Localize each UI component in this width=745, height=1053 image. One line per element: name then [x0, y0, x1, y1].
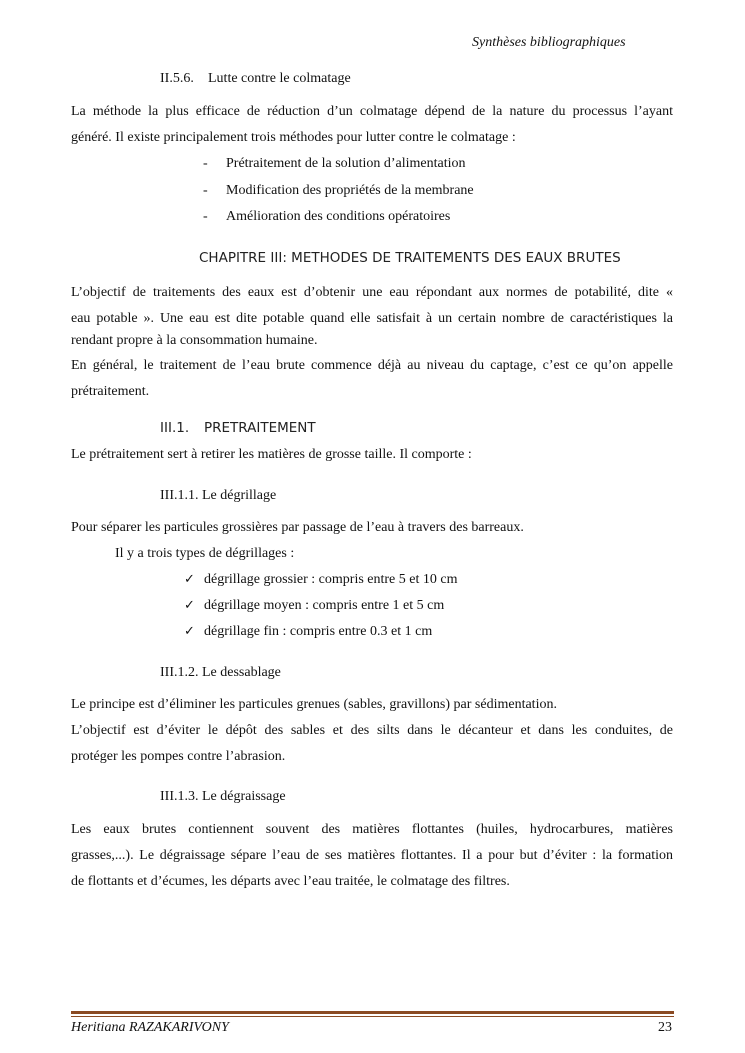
- paragraph-line: protéger les pompes contre l’abrasion.: [71, 749, 286, 764]
- list-item: Modification des propriétés de la membrane: [226, 183, 474, 198]
- paragraph-line: Les eaux brutes contiennent souvent des matières flottantes (huiles, hydrocarbures, matières: [71, 822, 673, 837]
- section-number: II.5.6.: [160, 71, 194, 86]
- paragraph-line: de flottants et d’écumes, les départs avec l’eau traitée, le colmatage des filtres.: [71, 874, 510, 889]
- chapter-title: CHAPITRE III: METHODES DE TRAITEMENTS DES EAUX BRUTES: [199, 250, 621, 266]
- section-title: Lutte contre le colmatage: [208, 71, 351, 86]
- footer-author: Heritiana RAZAKARIVONY: [71, 1020, 229, 1035]
- section-number: III.1.: [160, 420, 190, 436]
- list-dash: -: [203, 183, 208, 198]
- list-dash: -: [203, 156, 208, 171]
- footer-rule-thin: [71, 1016, 674, 1017]
- page-number: 23: [658, 1020, 672, 1035]
- section-title: PRETRAITEMENT: [204, 420, 316, 436]
- paragraph-line: Pour séparer les particules grossières par passage de l’eau à travers des barreaux.: [71, 520, 524, 535]
- subsection-title: III.1.2. Le dessablage: [160, 665, 281, 680]
- paragraph-line: L’objectif est d’éviter le dépôt des sables et des silts dans le décanteur et dans les conduites, de: [71, 723, 673, 738]
- list-item: Prétraitement de la solution d’alimentation: [226, 156, 466, 171]
- paragraph-line: grasses,...). Le dégraissage sépare l’eau de ses matières flottantes. Il a pour but d’éviter : la formation: [71, 848, 673, 863]
- subsection-title: III.1.1. Le dégrillage: [160, 488, 277, 503]
- list-item: dégrillage grossier : compris entre 5 et 10 cm: [204, 572, 458, 587]
- list-item: dégrillage fin : compris entre 0.3 et 1 cm: [204, 624, 433, 639]
- paragraph-line: généré. Il existe principalement trois méthodes pour lutter contre le colmatage :: [71, 130, 516, 145]
- check-icon: ✓: [184, 624, 195, 639]
- paragraph-line: eau potable ». Une eau est dite potable quand elle satisfait à un certain nombre de caractéristiques la: [71, 311, 673, 326]
- subsection-title: III.1.3. Le dégraissage: [160, 789, 286, 804]
- paragraph-line: Le principe est d’éliminer les particules grenues (sables, gravillons) par sédimentation.: [71, 697, 557, 712]
- paragraph-line: L’objectif de traitements des eaux est d’obtenir une eau répondant aux normes de potabilité, dite «: [71, 285, 673, 300]
- list-dash: -: [203, 209, 208, 224]
- running-header: Synthèses bibliographiques: [472, 35, 626, 50]
- check-icon: ✓: [184, 572, 195, 587]
- paragraph-line: rendant propre à la consommation humaine.: [71, 333, 318, 348]
- check-icon: ✓: [184, 598, 195, 613]
- footer-rule: [71, 1011, 674, 1014]
- paragraph-line: Il y a trois types de dégrillages :: [115, 546, 295, 561]
- list-item: dégrillage moyen : compris entre 1 et 5 cm: [204, 598, 445, 613]
- paragraph-line: La méthode la plus efficace de réduction d’un colmatage dépend de la nature du processus l’ayant: [71, 104, 673, 119]
- list-item: Amélioration des conditions opératoires: [226, 209, 451, 224]
- paragraph-line: Le prétraitement sert à retirer les matières de grosse taille. Il comporte :: [71, 447, 472, 462]
- paragraph-line: En général, le traitement de l’eau brute commence déjà au niveau du captage, c’est ce qu’on appelle: [71, 358, 673, 373]
- paragraph-line: prétraitement.: [71, 384, 150, 399]
